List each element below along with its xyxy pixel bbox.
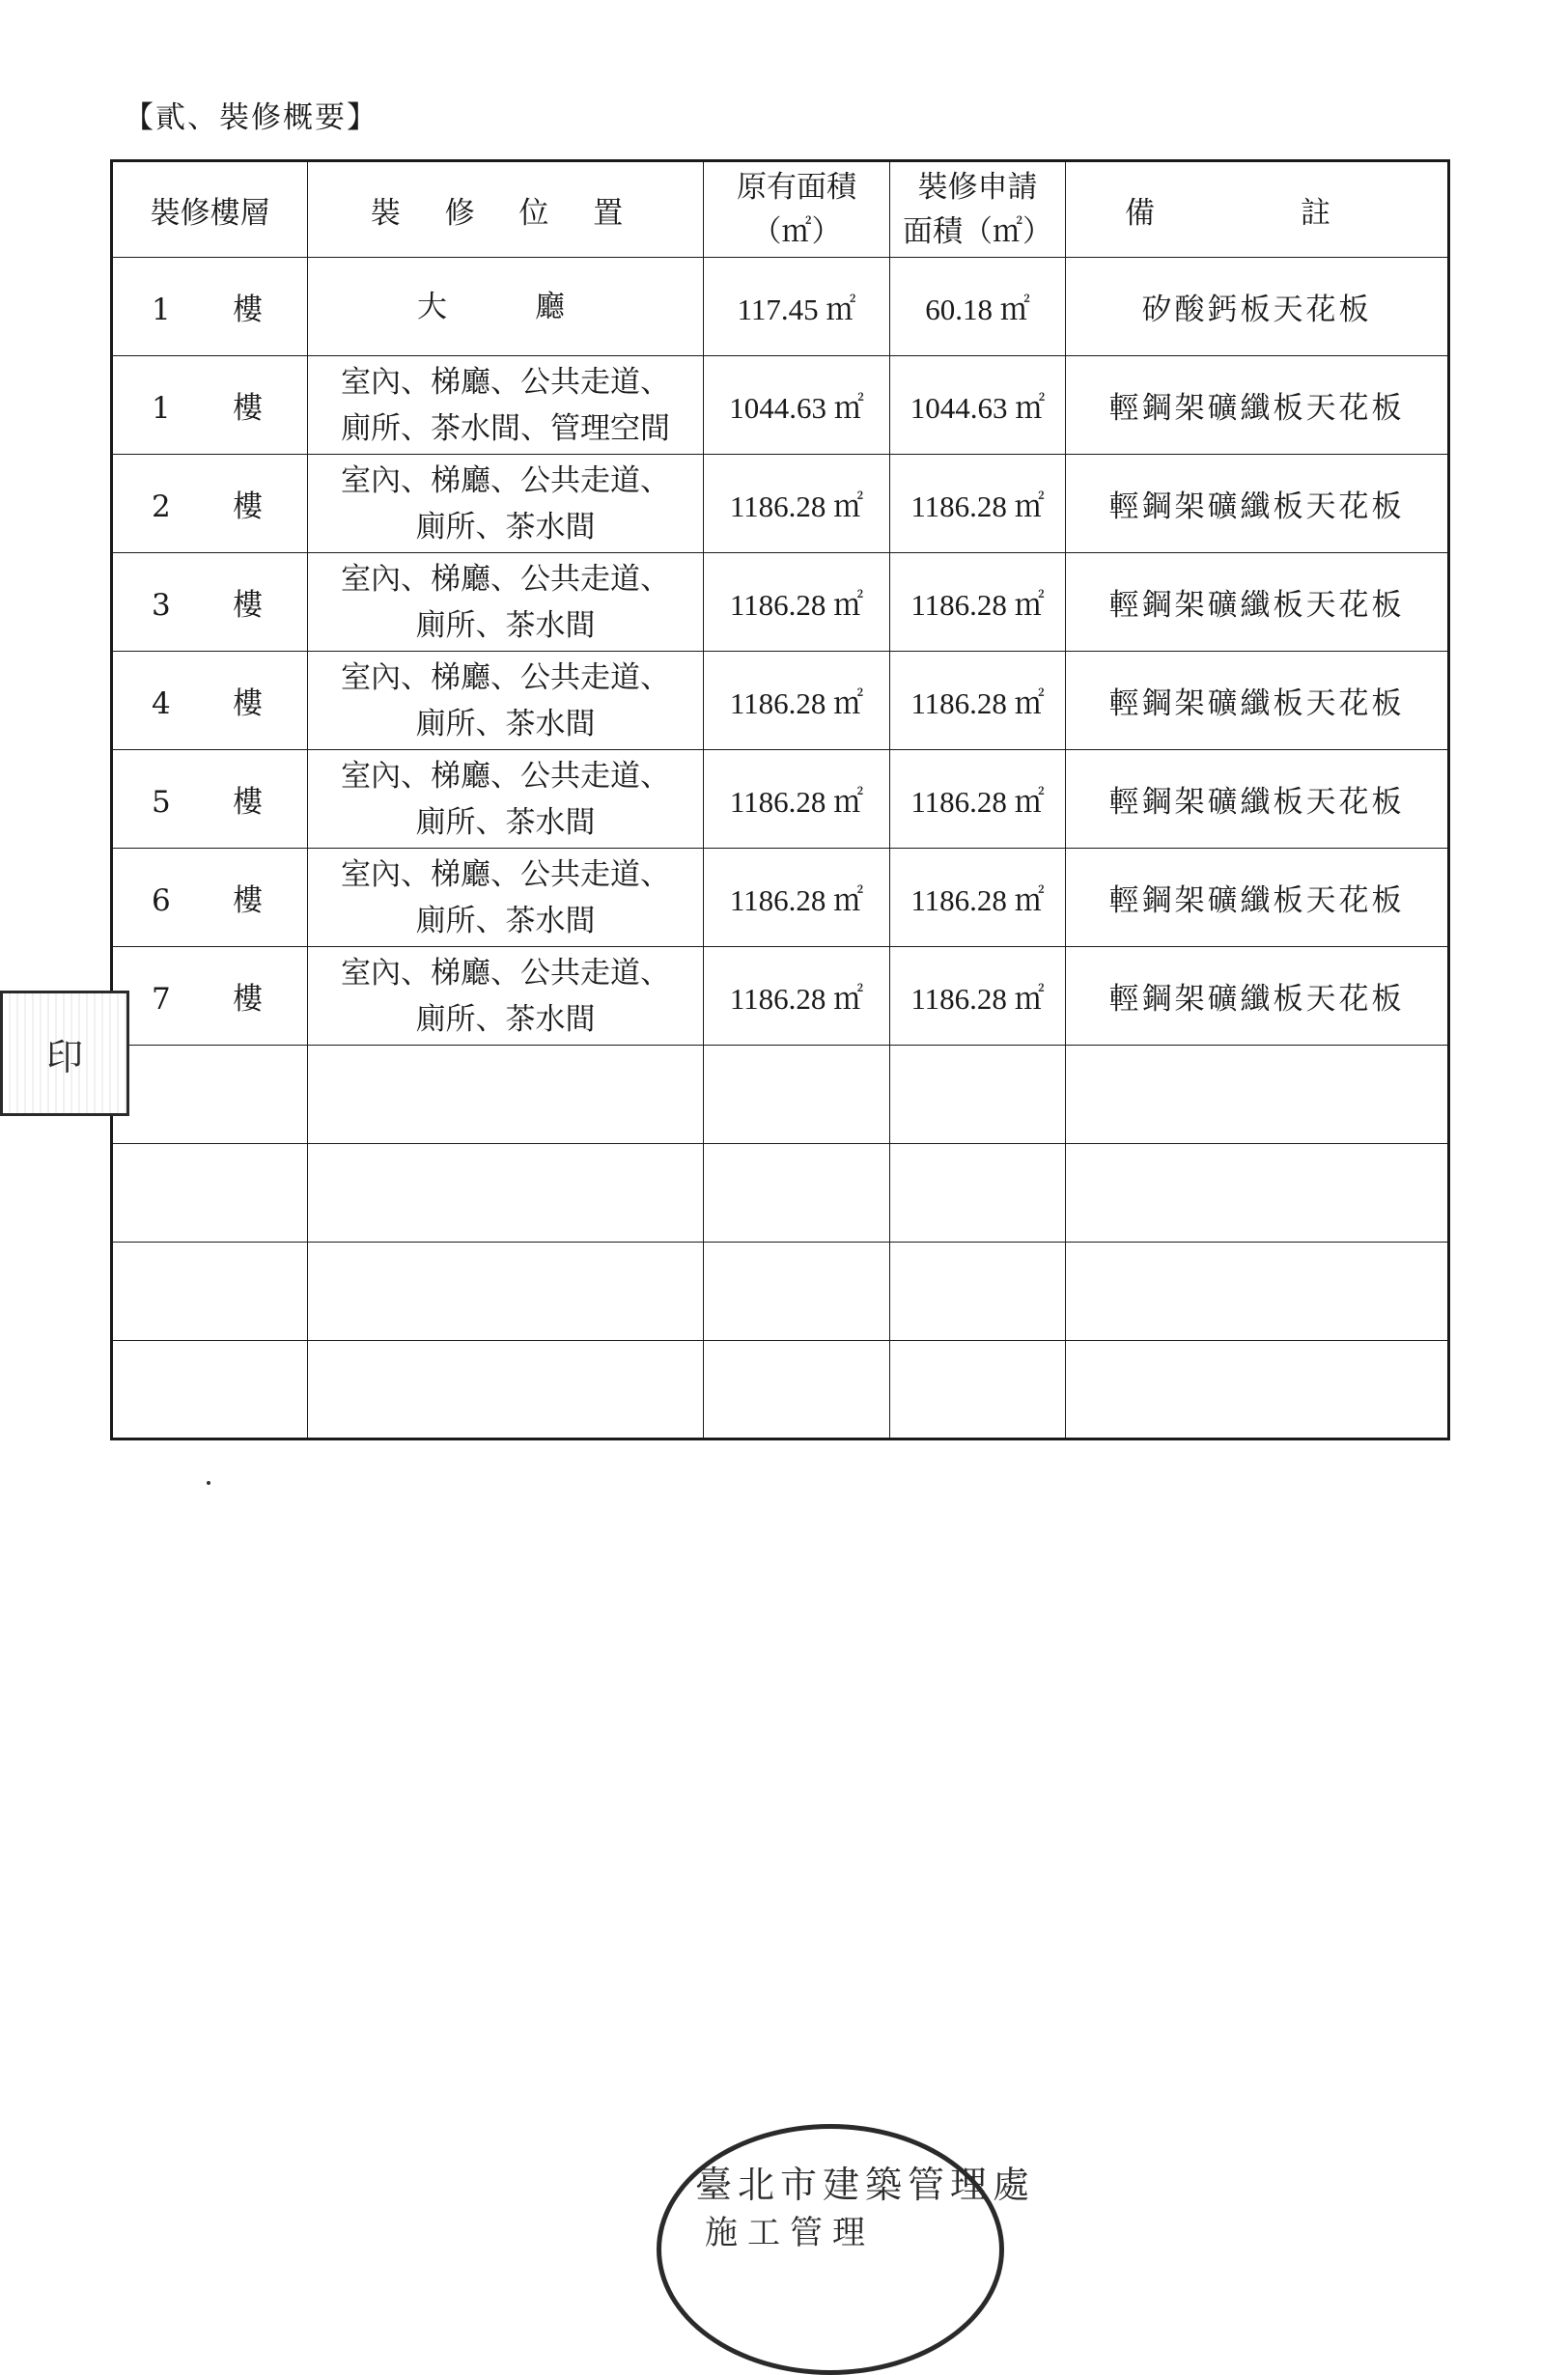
applied-area-cell: 1044.63 ㎡ (890, 356, 1066, 455)
location-cell (308, 455, 704, 553)
floor-unit: 樓 (233, 883, 263, 918)
floor-cell (112, 553, 308, 652)
floor-unit: 樓 (233, 588, 263, 623)
empty-cell (704, 1046, 890, 1144)
scan-speck (207, 1481, 210, 1485)
empty-cell (1066, 1243, 1449, 1341)
location-line-2: 廁所、茶水間 (415, 607, 596, 643)
floor-cell (112, 947, 308, 1046)
location-line-1: 室內、梯廳、公共走道、 (341, 462, 670, 498)
location-cell (308, 947, 704, 1046)
empty-cell (890, 1144, 1066, 1243)
original-area-cell: 1186.28 ㎡ (704, 947, 890, 1046)
empty-cell (704, 1341, 890, 1439)
location-line-1: 室內、梯廳、公共走道、 (341, 561, 670, 597)
table-row (112, 258, 1449, 356)
section-title: 【貳、裝修概要】 (124, 100, 378, 135)
table-row (112, 455, 1449, 553)
empty-cell (704, 1144, 890, 1243)
location-cell (308, 750, 704, 849)
empty-cell (890, 1341, 1066, 1439)
applied-area-cell: 1186.28 ㎡ (890, 750, 1066, 849)
floor-cell (112, 652, 308, 750)
location-line-2: 廁所、茶水間 (415, 706, 596, 741)
table-row (112, 553, 1449, 652)
original-area-cell: 1186.28 ㎡ (704, 652, 890, 750)
seal-subtext: 施工管理 (705, 2214, 875, 2252)
location-line-2: 廁所、茶水間 (415, 903, 596, 938)
floor-cell (112, 750, 308, 849)
empty-cell (1066, 1341, 1449, 1439)
applied-area-cell: 1186.28 ㎡ (890, 652, 1066, 750)
empty-cell (308, 1243, 704, 1341)
floor-number: 1 (152, 391, 171, 426)
empty-table-row (112, 1341, 1449, 1439)
table-row (112, 849, 1449, 947)
table-body (112, 258, 1449, 1439)
empty-cell (890, 1046, 1066, 1144)
empty-table-row (112, 1243, 1449, 1341)
floor-number: 1 (152, 293, 171, 327)
location-cell (308, 652, 704, 750)
original-area-cell: 1186.28 ㎡ (704, 553, 890, 652)
table-row (112, 947, 1449, 1046)
table-header-row (112, 161, 1449, 258)
floor-number: 4 (152, 686, 171, 721)
renovation-summary-table (110, 159, 1450, 1440)
empty-cell (308, 1046, 704, 1144)
location-cell (308, 553, 704, 652)
header-applied-area: 裝修申請 面積（㎡） (890, 161, 1066, 258)
side-stamp-image: 印 (0, 991, 129, 1116)
floor-number: 6 (152, 883, 171, 918)
remark-cell: 矽酸鈣板天花板 (1066, 258, 1449, 356)
location-line-1: 室內、梯廳、公共走道、 (341, 758, 670, 794)
floor-cell (112, 455, 308, 553)
location-line-2: 廁所、茶水間 (415, 804, 596, 840)
applied-area-cell: 1186.28 ㎡ (890, 849, 1066, 947)
empty-cell (1066, 1144, 1449, 1243)
location-line-2: 廁所、茶水間 (415, 509, 596, 545)
seal-text: 臺北市建築管理處 (695, 2164, 1036, 2206)
floor-cell (112, 258, 308, 356)
location-cell (308, 356, 704, 455)
table-row (112, 652, 1449, 750)
location-line-1: 室內、梯廳、公共走道、 (341, 955, 670, 991)
original-area-cell: 1186.28 ㎡ (704, 750, 890, 849)
floor-number: 7 (152, 982, 171, 1017)
applied-area-cell: 1186.28 ㎡ (890, 455, 1066, 553)
floor-unit: 樓 (233, 686, 263, 721)
empty-cell (112, 1144, 308, 1243)
empty-cell (308, 1144, 704, 1243)
empty-cell (112, 1243, 308, 1341)
remark-cell: 輕鋼架礦纖板天花板 (1066, 947, 1449, 1046)
floor-unit: 樓 (233, 982, 263, 1017)
location-line-1: 室內、梯廳、公共走道、 (341, 364, 670, 400)
table-row (112, 750, 1449, 849)
applied-area-cell: 1186.28 ㎡ (890, 947, 1066, 1046)
remark-cell: 輕鋼架礦纖板天花板 (1066, 356, 1449, 455)
remark-cell: 輕鋼架礦纖板天花板 (1066, 652, 1449, 750)
floor-unit: 樓 (233, 785, 263, 820)
floor-unit: 樓 (233, 293, 263, 327)
original-area-cell: 1186.28 ㎡ (704, 455, 890, 553)
location-cell (308, 258, 704, 356)
location-line-1: 大 廳 (417, 289, 594, 324)
location-line-1: 室內、梯廳、公共走道、 (341, 856, 670, 892)
table-row (112, 356, 1449, 455)
original-area-cell: 117.45 ㎡ (704, 258, 890, 356)
floor-number: 3 (152, 588, 171, 623)
location-line-2: 廁所、茶水間 (415, 1001, 596, 1037)
floor-unit: 樓 (233, 489, 263, 524)
applied-area-cell: 1186.28 ㎡ (890, 553, 1066, 652)
floor-number: 2 (152, 489, 171, 524)
original-area-cell: 1044.63 ㎡ (704, 356, 890, 455)
empty-table-row (112, 1046, 1449, 1144)
empty-cell (704, 1243, 890, 1341)
header-remarks: 備 註 (1066, 161, 1449, 258)
empty-cell (112, 1341, 308, 1439)
remark-cell: 輕鋼架礦纖板天花板 (1066, 750, 1449, 849)
floor-cell (112, 849, 308, 947)
original-area-cell: 1186.28 ㎡ (704, 849, 890, 947)
empty-cell (112, 1046, 308, 1144)
empty-cell (890, 1243, 1066, 1341)
remark-cell: 輕鋼架礦纖板天花板 (1066, 553, 1449, 652)
empty-cell (1066, 1046, 1449, 1144)
location-cell (308, 849, 704, 947)
remark-cell: 輕鋼架礦纖板天花板 (1066, 455, 1449, 553)
remark-cell: 輕鋼架礦纖板天花板 (1066, 849, 1449, 947)
header-floor: 裝修樓層 (112, 161, 308, 258)
empty-table-row (112, 1144, 1449, 1243)
floor-number: 5 (152, 785, 171, 820)
location-line-1: 室內、梯廳、公共走道、 (341, 659, 670, 695)
header-original-area: 原有面積 （㎡） (704, 161, 890, 258)
floor-unit: 樓 (233, 391, 263, 426)
location-line-2: 廁所、茶水間、管理空間 (341, 410, 670, 446)
header-location: 裝 修 位 置 (308, 161, 704, 258)
applied-area-cell: 60.18 ㎡ (890, 258, 1066, 356)
floor-cell (112, 356, 308, 455)
empty-cell (308, 1341, 704, 1439)
